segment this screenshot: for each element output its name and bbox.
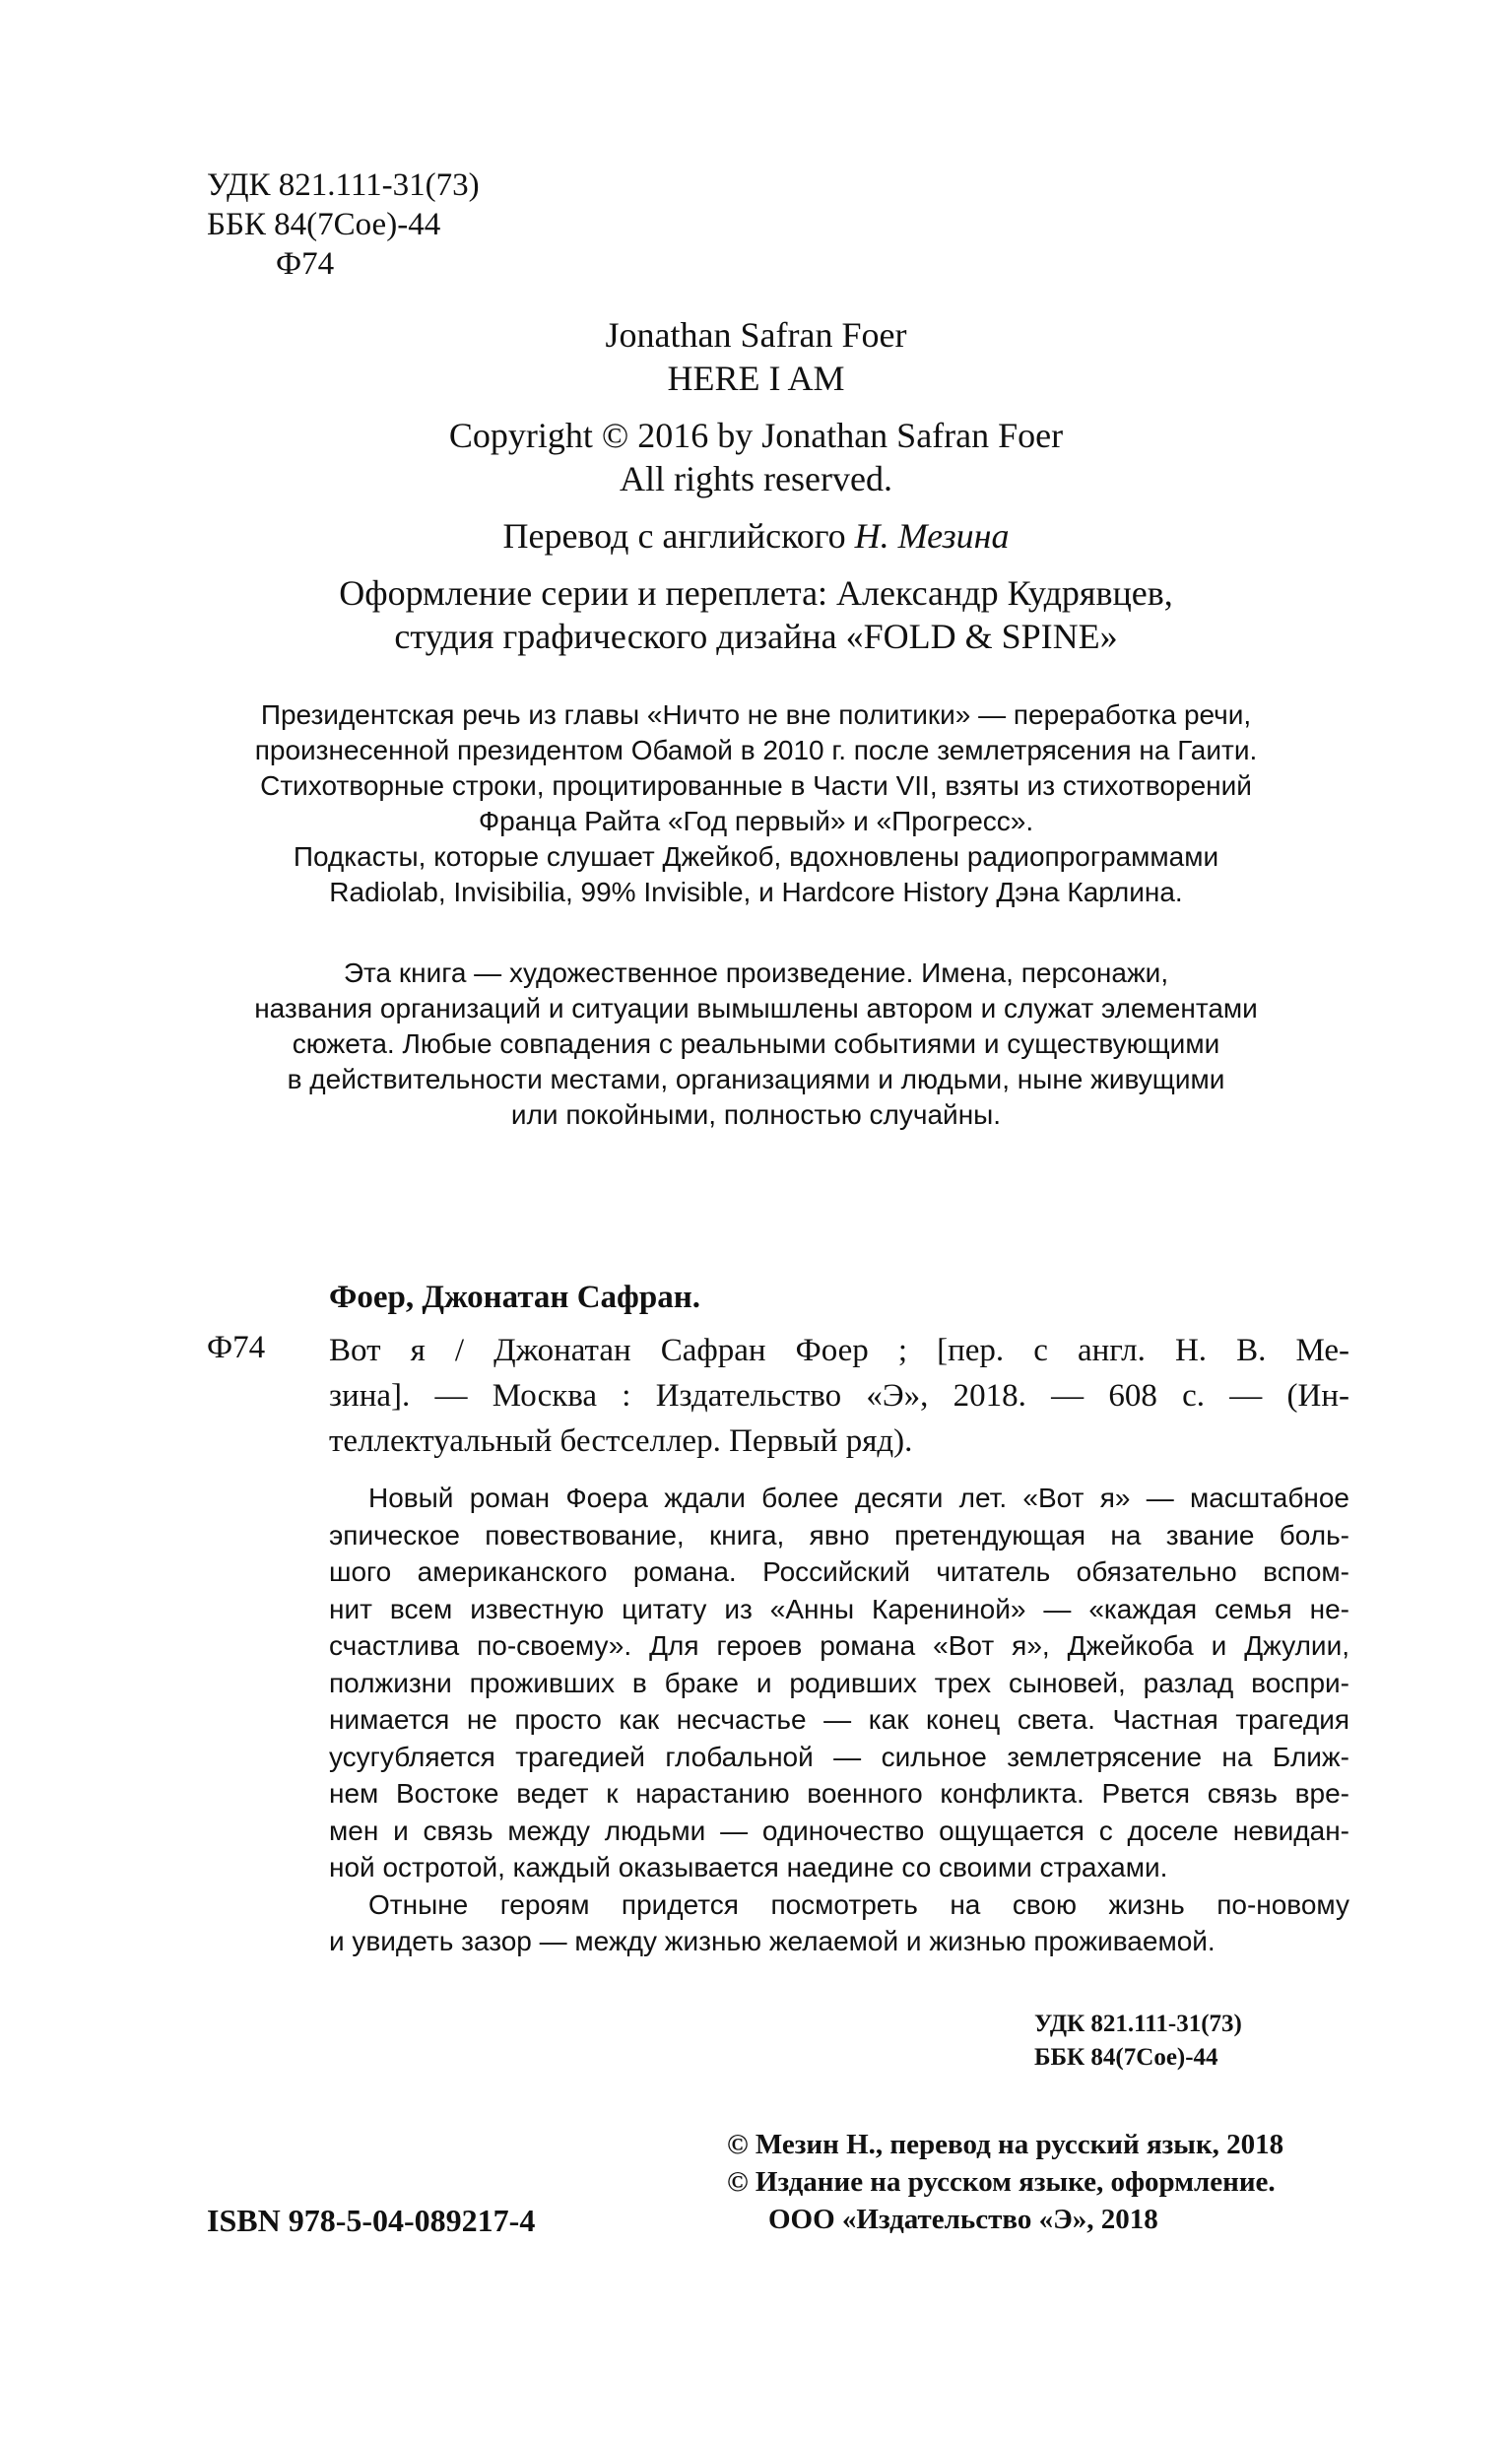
- note-line: Франца Райта «Год первый» и «Прогресс».: [478, 806, 1034, 836]
- original-edition-block: [0, 313, 1512, 658]
- disclaimer-line: Эта книга — художественное произведение. Имена, персонажи,: [343, 957, 1169, 988]
- annotation-line: нем Востоке ведет к нарастанию военного конфликта. Рвется связь вре-: [329, 1778, 1349, 1809]
- fiction-disclaimer: [0, 956, 1512, 1133]
- udk-code: УДК 821.111-31(73): [207, 167, 480, 203]
- disclaimer-line: названия организаций и ситуации вымышлены автором и служат элементами: [254, 993, 1258, 1023]
- annotation-line: и увидеть зазор — между жизнью желаемой и жизнью проживаемой.: [329, 1926, 1216, 1956]
- note-line: произнесенной президентом Обамой в 2010 г. после землетрясения на Гаити.: [254, 735, 1258, 765]
- original-copyright: Copyright © 2016 by Jonathan Safran Foer: [448, 416, 1064, 455]
- annotation-line: нимается не просто как несчастье — как конец света. Частная трагедия: [329, 1704, 1349, 1735]
- bbk-code: ББК 84(7Сое)-44: [1034, 2044, 1218, 2071]
- rights-reserved: All rights reserved.: [620, 459, 892, 498]
- annotation-line: нит всем известную цитату из «Анны Карениной» — «каждая семья не-: [329, 1593, 1349, 1624]
- bbk-code: ББК 84(7Сое)-44: [207, 207, 441, 242]
- source-notes: [0, 697, 1512, 910]
- translator-name: Н. Мезина: [854, 516, 1010, 556]
- author-mark: Ф74: [276, 246, 335, 282]
- index-codes-top: [207, 165, 480, 284]
- design-credit-line-2: студия графического дизайна «FOLD & SPINE»: [394, 617, 1118, 656]
- annotation-line: Новый роман Фоера ждали более десяти лет. «Вот я» — масштабное: [368, 1483, 1349, 1513]
- note-line: Стихотворные строки, процитированные в Части VII, взяты из стихотворений: [260, 770, 1252, 801]
- note-line: Президентская речь из главы «Ничто не вне политики» — переработка речи,: [260, 699, 1252, 730]
- udk-code: УДК 821.111-31(73): [1034, 2011, 1242, 2037]
- bibliographic-description: [329, 1328, 1349, 1464]
- original-author: Jonathan Safran Foer: [605, 315, 907, 355]
- author-cipher: Ф74: [207, 1330, 266, 1365]
- translation-copyright: © Мезин Н., перевод на русский язык, 2018: [727, 2129, 1284, 2160]
- design-credit-line-1: Оформление серии и переплета: Александр Кудрявцев,: [339, 573, 1173, 613]
- annotation-line: эпическое повествование, книга, явно претендующая на звание боль-: [329, 1519, 1349, 1551]
- annotation-line: Отныне героям придется посмотреть на свою жизнь по-новому: [368, 1888, 1349, 1920]
- note-line: Radiolab, Invisibilia, 99% Invisible, и Hardcore History Дэна Карлина.: [329, 877, 1183, 907]
- original-title: HERE I AM: [667, 359, 845, 398]
- annotation-line: мен и связь между людьми — одиночество ощущается с доселе невидан-: [329, 1815, 1349, 1846]
- note-line: Подкасты, которые слушает Джейкоб, вдохновлены радиопрограммами: [293, 841, 1219, 872]
- isbn: ISBN 978-5-04-089217-4: [207, 2203, 536, 2238]
- biblio-line: Вот я / Джонатан Сафран Фоер ; [пер. с англ. Н. В. Ме-: [329, 1333, 1349, 1368]
- book-annotation: [329, 1480, 1349, 1960]
- author-heading: Фоер, Джонатан Сафран.: [329, 1280, 700, 1315]
- publisher-copyright: ООО «Издательство «Э», 2018: [768, 2204, 1158, 2235]
- annotation-line: шого американского романа. Российский читатель обязательно вспом-: [329, 1556, 1349, 1587]
- disclaimer-line: сюжета. Любые совпадения с реальными событиями и существующими: [292, 1028, 1220, 1059]
- annotation-line: ной остротой, каждый оказывается наедине со своими страхами.: [329, 1852, 1168, 1882]
- annotation-line: усугубляется трагедией глобальной — сильное землетрясение на Ближ-: [329, 1741, 1349, 1772]
- biblio-line: зина]. — Москва : Издательство «Э», 2018. — 608 с. — (Ин-: [329, 1378, 1349, 1414]
- disclaimer-line: или покойными, полностью случайны.: [510, 1099, 1002, 1130]
- russian-copyright: [727, 2126, 1283, 2238]
- bibliographic-record: [207, 1277, 1349, 1464]
- disclaimer-line: в действительности местами, организациями и людьми, ныне живущими: [287, 1064, 1225, 1094]
- translation-credit: [0, 514, 1512, 558]
- translation-prefix: Перевод с английского: [502, 516, 855, 556]
- edition-copyright: © Издание на русском языке, оформление.: [727, 2166, 1276, 2198]
- biblio-line: теллектуальный бестселлер. Первый ряд).: [329, 1423, 913, 1459]
- index-codes-bottom: [1034, 2008, 1349, 2075]
- annotation-line: полжизни проживших в браке и родивших трех сыновей, разлад воспри-: [329, 1667, 1349, 1698]
- annotation-line: счастлива по-своему». Для героев романа «Вот я», Джейкоба и Джулии,: [329, 1630, 1349, 1661]
